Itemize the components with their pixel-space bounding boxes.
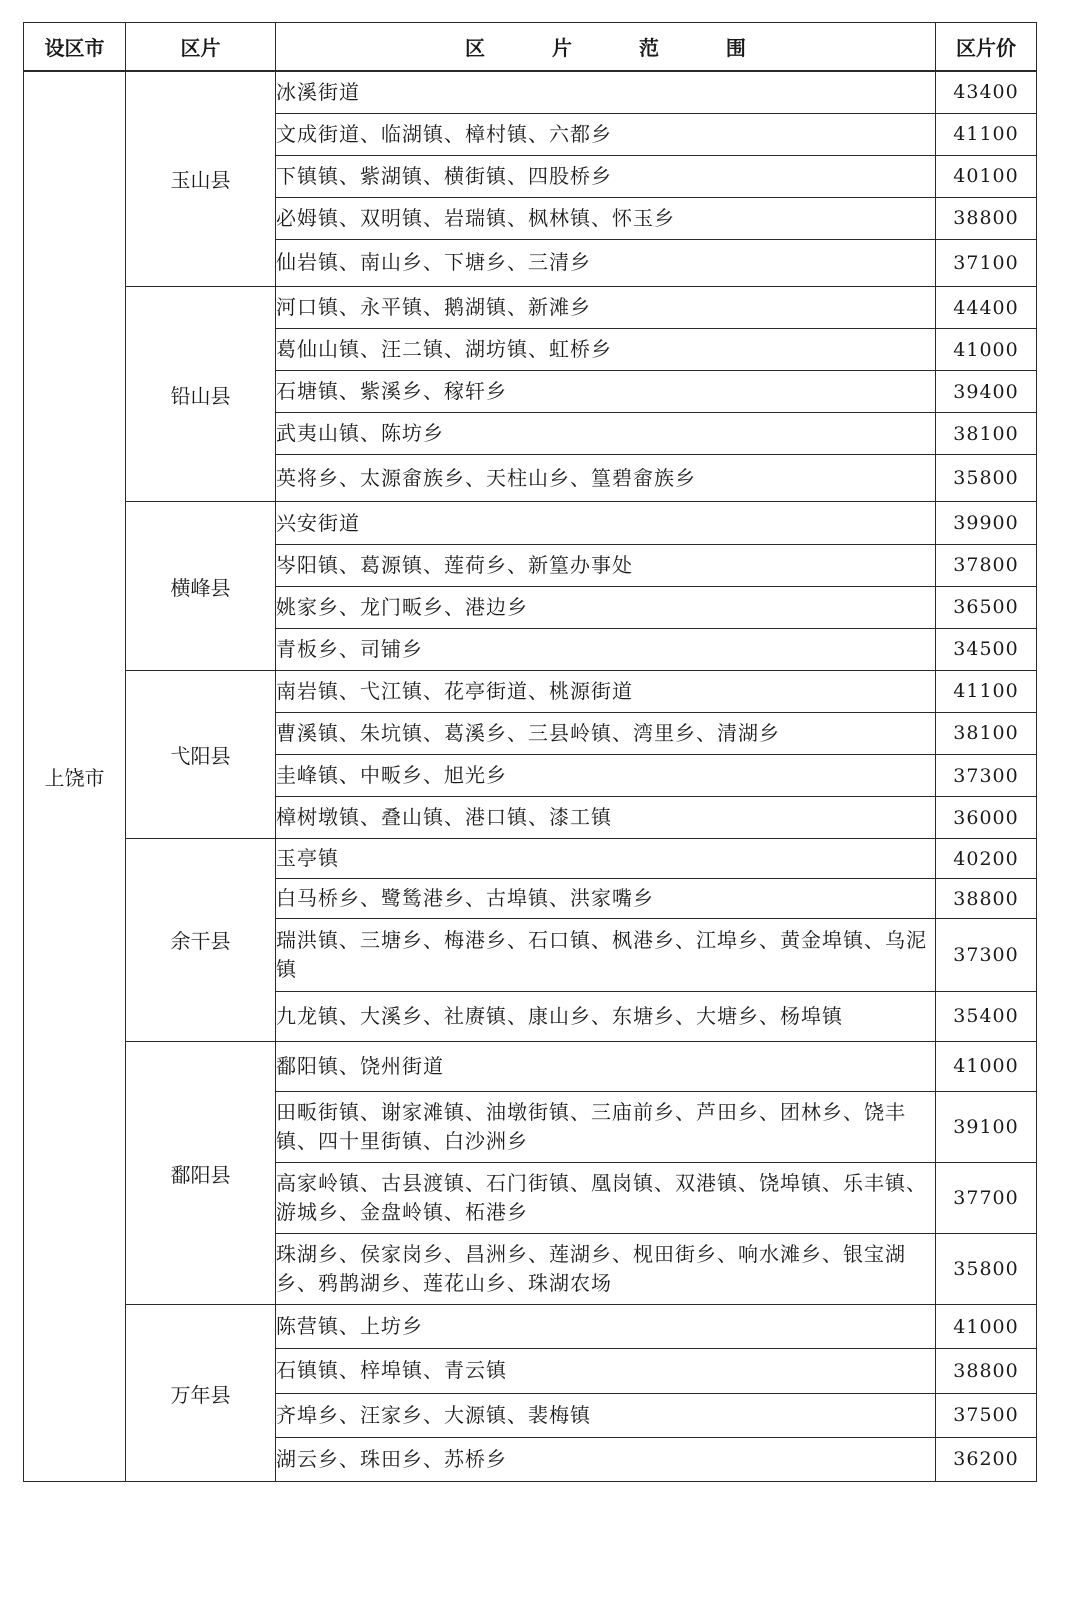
scope-cell: 曹溪镇、朱坑镇、葛溪乡、三县岭镇、湾里乡、清湖乡 xyxy=(276,712,936,754)
city-cell: 上饶市 xyxy=(24,71,126,1482)
header-row xyxy=(24,23,1037,72)
scope-cell: 河口镇、永平镇、鹅湖镇、新滩乡 xyxy=(276,286,936,328)
price-cell: 41100 xyxy=(936,670,1037,712)
county-cell: 玉山县 xyxy=(126,71,276,286)
scope-cell: 石塘镇、紫溪乡、稼轩乡 xyxy=(276,371,936,413)
table-row xyxy=(24,502,1037,544)
table-body xyxy=(24,71,1037,1482)
price-cell: 38100 xyxy=(936,413,1037,455)
price-cell: 37300 xyxy=(936,919,1037,991)
scope-cell: 下镇镇、紫湖镇、横街镇、四股桥乡 xyxy=(276,155,936,197)
price-cell: 35400 xyxy=(936,991,1037,1041)
scope-cell: 英将乡、太源畲族乡、天柱山乡、篁碧畲族乡 xyxy=(276,455,936,502)
header-scope: 区 片 范 围 xyxy=(276,23,936,72)
price-cell: 37700 xyxy=(936,1162,1037,1233)
price-cell: 36000 xyxy=(936,797,1037,839)
table-row xyxy=(24,1305,1037,1349)
scope-cell: 葛仙山镇、汪二镇、湖坊镇、虹桥乡 xyxy=(276,329,936,371)
price-cell: 37300 xyxy=(936,755,1037,797)
scope-cell: 高家岭镇、古县渡镇、石门街镇、凰岗镇、双港镇、饶埠镇、乐丰镇、游城乡、金盘岭镇、柘港乡 xyxy=(276,1162,936,1233)
scope-cell: 武夷山镇、陈坊乡 xyxy=(276,413,936,455)
scope-cell: 文成街道、临湖镇、樟村镇、六都乡 xyxy=(276,113,936,155)
scope-cell: 仙岩镇、南山乡、下塘乡、三清乡 xyxy=(276,239,936,286)
scope-cell: 圭峰镇、中畈乡、旭光乡 xyxy=(276,755,936,797)
price-cell: 41100 xyxy=(936,113,1037,155)
price-cell: 39100 xyxy=(936,1091,1037,1162)
scope-cell: 姚家乡、龙门畈乡、港边乡 xyxy=(276,586,936,628)
price-cell: 41000 xyxy=(936,1305,1037,1349)
price-cell: 44400 xyxy=(936,286,1037,328)
scope-cell: 必姆镇、双明镇、岩瑞镇、枫林镇、怀玉乡 xyxy=(276,197,936,239)
price-cell: 37800 xyxy=(936,544,1037,586)
scope-cell: 田畈街镇、谢家滩镇、油墩街镇、三庙前乡、芦田乡、团林乡、饶丰镇、四十里街镇、白沙洲乡 xyxy=(276,1091,936,1162)
price-cell: 40200 xyxy=(936,839,1037,879)
price-cell: 41000 xyxy=(936,1041,1037,1091)
scope-cell: 青板乡、司铺乡 xyxy=(276,628,936,670)
scope-cell: 珠湖乡、侯家岗乡、昌洲乡、莲湖乡、枧田街乡、响水滩乡、银宝湖乡、鸦鹊湖乡、莲花山乡、珠湖农场 xyxy=(276,1234,936,1305)
scope-cell: 陈营镇、上坊乡 xyxy=(276,1305,936,1349)
price-cell: 38800 xyxy=(936,197,1037,239)
land-price-table xyxy=(23,22,1037,1482)
table-row xyxy=(24,1041,1037,1091)
table-row xyxy=(24,839,1037,879)
header-price: 区片价 xyxy=(936,23,1037,72)
scope-cell: 南岩镇、弋江镇、花亭街道、桃源街道 xyxy=(276,670,936,712)
scope-cell: 兴安街道 xyxy=(276,502,936,544)
county-cell: 万年县 xyxy=(126,1305,276,1482)
scope-cell: 九龙镇、大溪乡、社赓镇、康山乡、东塘乡、大塘乡、杨埠镇 xyxy=(276,991,936,1041)
table-row xyxy=(24,670,1037,712)
county-cell: 鄱阳县 xyxy=(126,1041,276,1305)
price-cell: 36200 xyxy=(936,1437,1037,1481)
price-cell: 37500 xyxy=(936,1393,1037,1437)
scope-cell: 瑞洪镇、三塘乡、梅港乡、石口镇、枫港乡、江埠乡、黄金埠镇、乌泥镇 xyxy=(276,919,936,991)
scope-cell: 樟树墩镇、叠山镇、港口镇、漆工镇 xyxy=(276,797,936,839)
scope-cell: 岑阳镇、葛源镇、莲荷乡、新篁办事处 xyxy=(276,544,936,586)
table-row xyxy=(24,286,1037,328)
scope-cell: 湖云乡、珠田乡、苏桥乡 xyxy=(276,1437,936,1481)
price-cell: 34500 xyxy=(936,628,1037,670)
price-cell: 36500 xyxy=(936,586,1037,628)
price-cell: 40100 xyxy=(936,155,1037,197)
county-cell: 弋阳县 xyxy=(126,670,276,838)
county-cell: 横峰县 xyxy=(126,502,276,670)
scope-cell: 玉亭镇 xyxy=(276,839,936,879)
price-cell: 43400 xyxy=(936,71,1037,113)
price-cell: 35800 xyxy=(936,455,1037,502)
price-cell: 38800 xyxy=(936,1349,1037,1393)
header-city: 设区市 xyxy=(24,23,126,72)
scope-cell: 冰溪街道 xyxy=(276,71,936,113)
price-cell: 39900 xyxy=(936,502,1037,544)
scope-cell: 白马桥乡、鹭鸶港乡、古埠镇、洪家嘴乡 xyxy=(276,879,936,919)
price-cell: 38800 xyxy=(936,879,1037,919)
price-cell: 38100 xyxy=(936,712,1037,754)
table-row xyxy=(24,71,1037,113)
county-cell: 铅山县 xyxy=(126,286,276,501)
scope-cell: 鄱阳镇、饶州街道 xyxy=(276,1041,936,1091)
price-cell: 35800 xyxy=(936,1234,1037,1305)
header-county: 区片 xyxy=(126,23,276,72)
price-cell: 37100 xyxy=(936,239,1037,286)
scope-cell: 齐埠乡、汪家乡、大源镇、裴梅镇 xyxy=(276,1393,936,1437)
price-cell: 41000 xyxy=(936,329,1037,371)
price-cell: 39400 xyxy=(936,371,1037,413)
county-cell: 余干县 xyxy=(126,839,276,1041)
scope-cell: 石镇镇、梓埠镇、青云镇 xyxy=(276,1349,936,1393)
